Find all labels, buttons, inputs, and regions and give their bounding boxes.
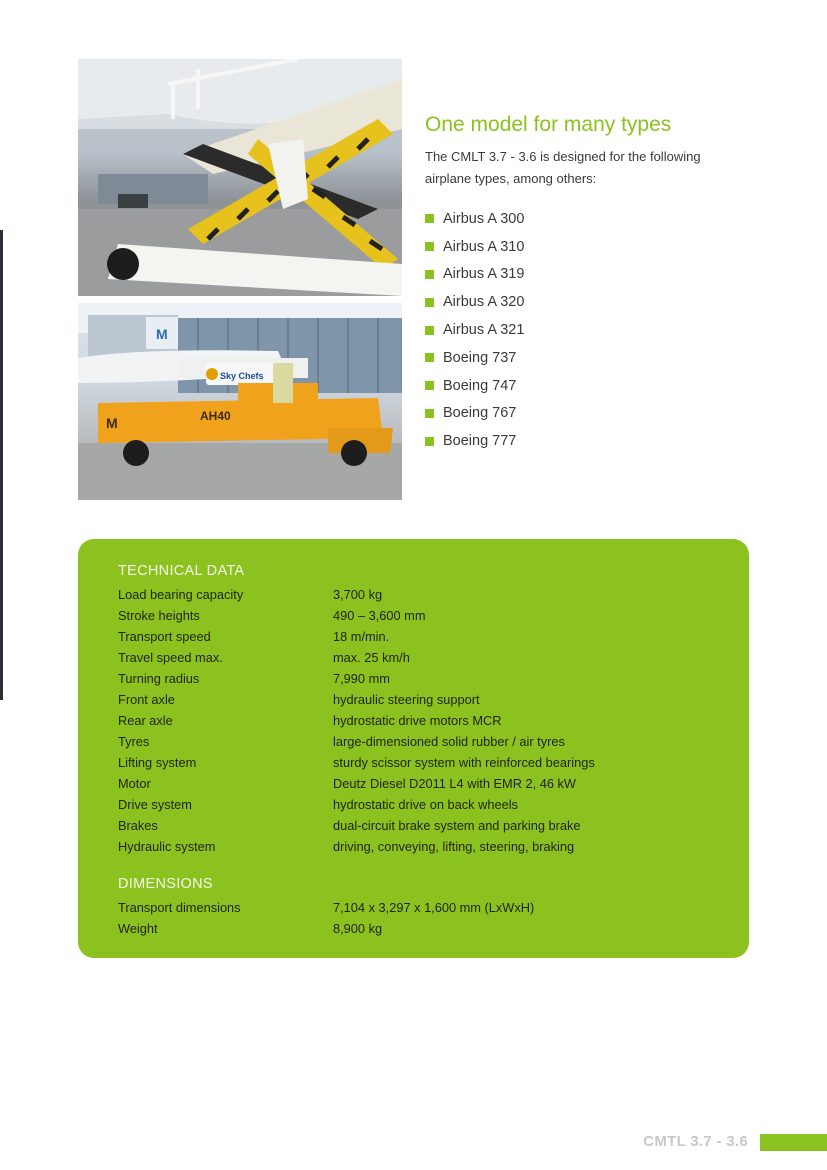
- airplane-type: Boeing 767: [443, 405, 517, 422]
- table-row: [118, 605, 595, 626]
- spec-value: 18 m/min.: [333, 629, 390, 644]
- spec-value: 7,990 mm: [333, 671, 390, 686]
- table-row: [118, 773, 595, 794]
- spec-value: hydraulic steering support: [333, 692, 480, 707]
- spec-label: Rear axle: [118, 713, 173, 728]
- list-item: [425, 205, 524, 233]
- list-item: [425, 344, 524, 372]
- spec-value: 3,700 kg: [333, 587, 383, 602]
- airplane-type: Boeing 747: [443, 377, 517, 394]
- spec-value: large-dimensioned solid rubber / air tyres: [333, 734, 565, 749]
- left-edge-bar: [0, 230, 3, 700]
- spec-label: Lifting system: [118, 755, 197, 770]
- spec-label: Brakes: [118, 818, 158, 833]
- table-row: [118, 689, 595, 710]
- spec-label: Motor: [118, 776, 151, 791]
- list-item: [425, 316, 524, 344]
- technical-data-panel: [78, 539, 749, 958]
- bullet-icon: [425, 437, 434, 446]
- table-row: [118, 731, 595, 752]
- spec-value: 490 – 3,600 mm: [333, 608, 426, 623]
- table-row: [118, 794, 595, 815]
- scissor-lift-photo: [78, 59, 402, 296]
- sky-chefs-sign-text: Sky Chefs: [220, 371, 264, 381]
- table-row: [118, 647, 595, 668]
- vehicle-photo: [78, 303, 402, 500]
- spec-value: hydrostatic drive motors MCR: [333, 713, 502, 728]
- airplane-type: Boeing 777: [443, 433, 517, 450]
- bullet-icon: [425, 381, 434, 390]
- spec-value: Deutz Diesel D2011 L4 with EMR 2, 46 kW: [333, 776, 577, 791]
- bullet-icon: [425, 409, 434, 418]
- table-row: [118, 815, 595, 836]
- spec-value: dual-circuit brake system and parking brake: [333, 818, 581, 833]
- table-row: [118, 752, 595, 773]
- vehicle-label: AH40: [200, 409, 231, 423]
- bullet-icon: [425, 326, 434, 335]
- bullet-icon: [425, 298, 434, 307]
- spec-value: max. 25 km/h: [333, 650, 410, 665]
- airplane-type: Airbus A 300: [443, 210, 525, 227]
- types-intro: The CMLT 3.7 - 3.6 is designed for the following airplane types, among others:: [425, 149, 701, 186]
- list-item: [425, 261, 524, 289]
- list-item: [425, 233, 524, 261]
- bullet-icon: [425, 353, 434, 362]
- table-row: [118, 918, 534, 939]
- bullet-icon: [425, 270, 434, 279]
- footer-label: CMTL 3.7 - 3.6: [643, 1133, 748, 1150]
- list-item: [425, 288, 524, 316]
- spec-value: 7,104 x 3,297 x 1,600 mm (LxWxH): [333, 900, 535, 915]
- airplane-type: Airbus A 319: [443, 266, 525, 283]
- spec-value: sturdy scissor system with reinforced bearings: [333, 755, 595, 770]
- types-heading: One model for many types: [425, 113, 672, 136]
- airplane-type: Airbus A 320: [443, 294, 525, 311]
- table-row: [118, 626, 595, 647]
- footer-accent-bar: [760, 1134, 827, 1151]
- bullet-icon: [425, 242, 434, 251]
- spec-label: Front axle: [118, 692, 175, 707]
- spec-label: Turning radius: [118, 671, 200, 686]
- spec-label: Weight: [118, 921, 158, 936]
- terminal-sign-letter: M: [156, 326, 168, 342]
- spec-value: driving, conveying, lifting, steering, braking: [333, 839, 575, 854]
- list-item: [425, 427, 524, 455]
- spec-label: Tyres: [118, 734, 150, 749]
- spec-label: Transport speed: [118, 629, 211, 644]
- list-item: [425, 372, 524, 400]
- dimensions-title: DIMENSIONS: [118, 876, 213, 892]
- dimensions-table: [118, 897, 534, 939]
- spec-label: Transport dimensions: [118, 900, 241, 915]
- spec-label: Load bearing capacity: [118, 587, 244, 602]
- spec-value: hydrostatic drive on back wheels: [333, 797, 518, 812]
- list-item: [425, 400, 524, 428]
- spec-label: Stroke heights: [118, 608, 200, 623]
- airplane-type: Boeing 737: [443, 349, 517, 366]
- bullet-icon: [425, 214, 434, 223]
- spec-label: Hydraulic system: [118, 839, 216, 854]
- table-row: [118, 668, 595, 689]
- technical-data-title: TECHNICAL DATA: [118, 563, 245, 579]
- airplane-type: Airbus A 321: [443, 322, 525, 339]
- spec-label: Drive system: [118, 797, 192, 812]
- airplane-type: Airbus A 310: [443, 238, 525, 255]
- table-row: [118, 584, 595, 605]
- vehicle-letter: M: [106, 415, 118, 431]
- table-row: [118, 897, 534, 918]
- technical-data-table: [118, 584, 595, 857]
- airplane-types-list: [425, 205, 524, 455]
- table-row: [118, 836, 595, 857]
- spec-label: Travel speed max.: [118, 650, 223, 665]
- table-row: [118, 710, 595, 731]
- spec-value: 8,900 kg: [333, 921, 383, 936]
